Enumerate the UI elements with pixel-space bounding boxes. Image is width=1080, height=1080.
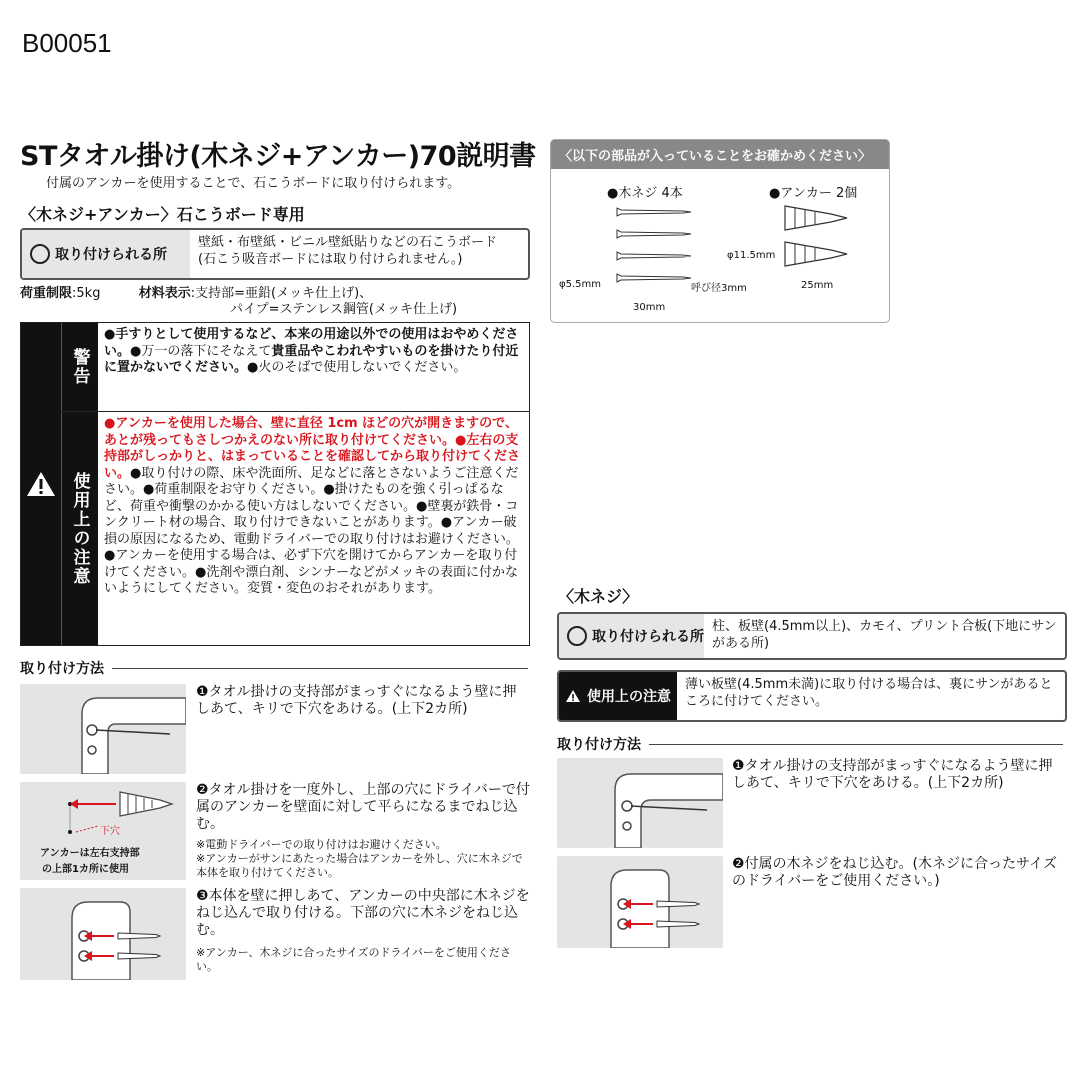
anchor-usage-label-2: の上部1カ所に使用 bbox=[42, 864, 129, 875]
right-step1-illustration bbox=[557, 758, 723, 848]
step3-note: ※アンカー、木ネジに合ったサイズのドライバーをご使用ください。 bbox=[196, 946, 511, 973]
wood-section-heading: 〈木ネジ〉 bbox=[558, 587, 639, 606]
warning-triangle-icon bbox=[565, 689, 581, 703]
step2-illustration bbox=[20, 782, 186, 880]
wood-caution-box bbox=[557, 670, 1067, 722]
circle-icon bbox=[30, 244, 50, 264]
anchor-label: ●アンカー 2個 bbox=[769, 186, 858, 201]
warning-triangle-icon bbox=[26, 470, 56, 498]
mount-text: 壁紙・布壁紙・ビニル壁紙貼りなどの石こうボード (石こう吸音ボードには取り付けられません。) bbox=[198, 235, 498, 267]
step3-text: ❸本体を壁に押しあて、アンカーの中央部に木ネジをねじ込んで取り付ける。下部の穴に木ネジをねじ込む。 bbox=[196, 888, 530, 938]
parts-heading: 〈以下の部品が入っていることをお確かめください〉 bbox=[551, 140, 889, 169]
install-right-heading: 取り付け方法 bbox=[557, 734, 1063, 754]
step3-illustration bbox=[20, 888, 186, 980]
caution-text: ●アンカーを使用した場合、壁に直径 1cm ほどの穴が開きますので、あとが残ってもさしつかえのない所に取り付けてください。●左右の支持部がしっかりと、はまっていることを確認してから取り付けてください。●取り付けの際、床や洗面所、足などに落とさないようご注意ください。●荷重制限をお守りください。●掛けたものを強く引っぱるなど、荷重や衝撃のかかる使い方はしないでください。●壁裏が鉄骨・コンクリート材の場合、取り付けできないことがあります。●アンカー破損の原因になるため、電動ドライバーでの取り付けはお避けください。●アンカーを使用する場合は、必ず下穴を開けてからアンカーを取り付けてください。●洗剤や漂白剤、シンナーなどがメッキの表面に付かないようにしてください。変質・変色のおそれがあります。 bbox=[104, 416, 521, 596]
anchors-illustration bbox=[783, 204, 853, 278]
page-title: STタオル掛け(木ネジ+アンカー)70説明書 bbox=[20, 141, 536, 172]
right-step2-illustration bbox=[557, 856, 723, 948]
step1-text: ❶タオル掛けの支持部がまっすぐになるよう壁に押しあて、キリで下穴をあける。(上下2カ所) bbox=[196, 684, 517, 717]
warning-side bbox=[21, 323, 61, 645]
bracket-drill-illustration bbox=[20, 684, 186, 774]
screw-length-label: 30mm bbox=[633, 302, 666, 313]
warning-label: 警告 bbox=[61, 323, 98, 411]
step1-illustration bbox=[20, 684, 186, 774]
right-step1-text: ❶タオル掛けの支持部がまっすぐになるよう壁に押しあて、キリで下穴をあける。(上下2カ所) bbox=[732, 758, 1053, 791]
circle-icon bbox=[567, 626, 587, 646]
caution-row bbox=[61, 412, 529, 645]
bracket-drill-illustration bbox=[557, 758, 723, 848]
specs: 荷重制限:5kg 材料表示:支持部=亜鉛(メッキ仕上げ)、 bbox=[20, 286, 373, 301]
pilot-hole-label: 下穴 bbox=[100, 826, 120, 837]
step2-note-2: ※アンカーがサンにあたった場合はアンカーを外し、穴に木ネジで本体を取り付けてください。 bbox=[196, 852, 523, 879]
wood-caution-text: 薄い板壁(4.5mm未満)に取り付ける場合は、裏にサンがあるところに付けてください。 bbox=[685, 677, 1053, 709]
mount-label: 取り付けられる所 bbox=[22, 230, 190, 278]
step2-text: ❷タオル掛けを一度外し、上部の穴にドライバーで付属のアンカーを壁面に対して平らになるまでねじ込む。 bbox=[196, 782, 530, 832]
wood-caution-label: 使用上の注意 bbox=[559, 672, 677, 720]
screw-label: ●木ネジ 4本 bbox=[607, 186, 683, 201]
wood-mount-label: 取り付けられる所 bbox=[559, 614, 704, 658]
wood-mount-box bbox=[557, 612, 1067, 660]
anchor-usage-label-1: アンカーは左右支持部 bbox=[40, 848, 140, 859]
screw-nominal: 呼び径3mm bbox=[691, 283, 747, 294]
screws-illustration bbox=[611, 204, 701, 300]
anchor-section-heading: 〈木ネジ+アンカー〉石こうボード専用 bbox=[20, 205, 305, 224]
bracket-screws-illustration bbox=[20, 888, 186, 980]
product-code: B00051 bbox=[22, 28, 112, 58]
step2-note-1: ※電動ドライバーでの取り付けはお避けください。 bbox=[196, 838, 447, 851]
anchor-mount-box bbox=[20, 228, 530, 280]
screw-diameter: φ5.5mm bbox=[559, 279, 601, 290]
right-step2-text: ❷付属の木ネジをねじ込む。(木ネジに合ったサイズのドライバーをご使用ください。) bbox=[732, 856, 1057, 889]
anchor-length: 25mm bbox=[801, 280, 834, 291]
wood-mount-text: 柱、板壁(4.5mm以上)、カモイ、プリント合板(下地にサンがある所) bbox=[712, 619, 1057, 651]
warning-row bbox=[61, 323, 529, 412]
install-left-heading: 取り付け方法 bbox=[20, 658, 528, 678]
parts-box bbox=[550, 139, 890, 323]
caution-label: 使用上の注意 bbox=[61, 412, 98, 645]
warning-table bbox=[20, 322, 530, 646]
warning-text: ●手すりとして使用するなど、本来の用途以外での使用はおやめください。●万一の落下にそなえて貴重品やこわれやすいものを掛けたり付近に置かないでください。●火のそばで使用しないでください。 bbox=[104, 327, 519, 375]
specs-line2: パイプ=ステンレス鋼管(メッキ仕上げ) bbox=[230, 302, 458, 317]
page-subtitle: 付属のアンカーを使用することで、石こうボードに取り付けられます。 bbox=[46, 176, 461, 191]
bracket-screws-illustration bbox=[557, 856, 723, 948]
anchor-diameter: φ11.5mm bbox=[727, 250, 776, 261]
